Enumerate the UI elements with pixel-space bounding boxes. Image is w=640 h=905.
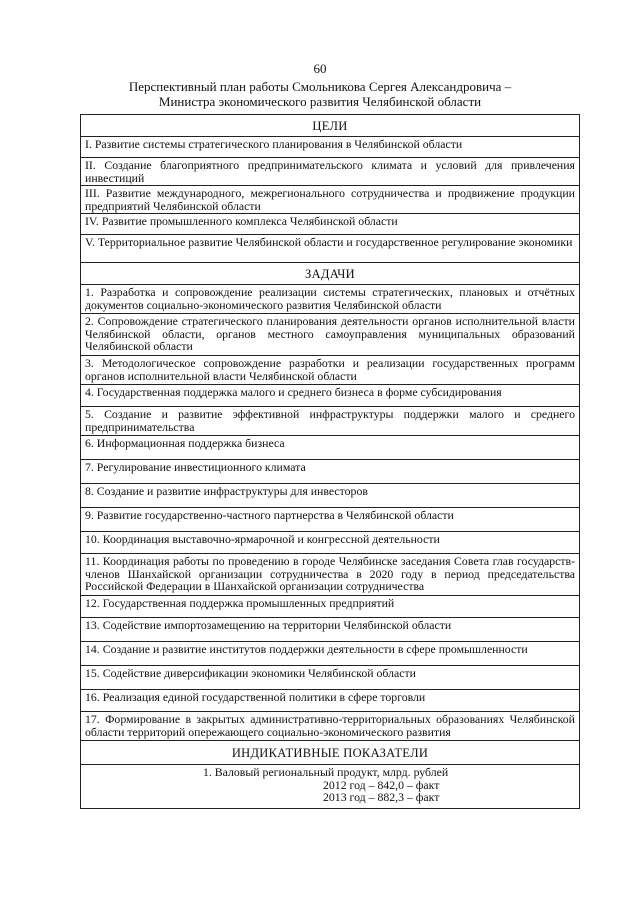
- task-row: 1. Разработка и сопровождение реализации системы стратегических, плановых и отчётных документов социально-экономического развития Челябинской области: [81, 285, 580, 314]
- task-row: 16. Реализация единой государственной политики в сфере торговли: [81, 690, 580, 712]
- title-line-1: Перспективный план работы Смольникова Сергея Александровича –: [128, 79, 512, 94]
- goals-header: ЦЕЛИ: [81, 115, 580, 137]
- plan-table: [80, 114, 580, 809]
- indicator-value: 2012 год – 842,0 – факт: [323, 777, 440, 792]
- page-number: 60: [313, 61, 327, 76]
- task-row: 2. Сопровождение стратегического планирования деятельности органов исполнительной власти Челябинской области, органов местного самоуправления муниципальных образований Челябинской области: [81, 314, 580, 356]
- task-row: 5. Создание и развитие эффективной инфраструктуры поддержки малого и среднего предпринимательства: [81, 407, 580, 436]
- title-line-2: Министра экономического развития Челябинской области: [158, 94, 482, 109]
- task-row: 11. Координация работы по проведению в городе Челябинске заседания Совета глав государств-членов Шанхайской организации сотрудничества в 2020 году в период председательства Российской Федерации в Шанхайской организации сотрудничества: [81, 554, 580, 596]
- indicator-value: 2013 год – 882,3 – факт: [323, 790, 440, 805]
- task-row: 3. Методологическое сопровождение разработки и реализации государственных программ органов исполнительной власти Челябинской области: [81, 356, 580, 385]
- task-row: 6. Информационная поддержка бизнеса: [81, 436, 580, 460]
- task-row: 14. Создание и развитие институтов поддержки деятельности в сфере промышленности: [81, 642, 580, 666]
- goal-row: IV. Развитие промышленного комплекса Челябинской области: [81, 214, 580, 235]
- task-row: 10. Координация выставочно-ярмарочной и конгрессной деятельности: [81, 532, 580, 554]
- indicators-header: ИНДИКАТИВНЫЕ ПОКАЗАТЕЛИ: [81, 741, 580, 765]
- task-row: 8. Создание и развитие инфраструктуры для инвесторов: [81, 484, 580, 508]
- indicator-row: [81, 765, 580, 809]
- task-row: 15. Содействие диверсификации экономики Челябинской области: [81, 666, 580, 690]
- task-row: 9. Развитие государственно-частного партнерства в Челябинской области: [81, 508, 580, 532]
- indicator-title: 1. Валовый региональный продукт, млрд. рублей: [203, 765, 449, 779]
- goal-row: V. Территориальное развитие Челябинской области и государственное регулирование экономики: [81, 235, 580, 263]
- task-row: 4. Государственная поддержка малого и среднего бизнеса в форме субсидирования: [81, 385, 580, 407]
- goal-row: I. Развитие системы стратегического планирования в Челябинской области: [81, 137, 580, 158]
- task-row: 13. Содействие импортозамещению на территории Челябинской области: [81, 618, 580, 642]
- task-row: 12. Государственная поддержка промышленных предприятий: [81, 596, 580, 618]
- task-row: 17. Формирование в закрытых административно-территориальных образованиях Челябинской области территорий опережающего социально-экономического развития: [81, 712, 580, 741]
- goal-row: III. Развитие международного, межрегионального сотрудничества и продвижение продукции предприятий Челябинской области: [81, 186, 580, 214]
- tasks-header: ЗАДАЧИ: [81, 263, 580, 285]
- document-title: [0, 79, 640, 109]
- task-row: 7. Регулирование инвестиционного климата: [81, 460, 580, 484]
- goal-row: II. Создание благоприятного предпринимательского климата и условий для привлечения инвестиций: [81, 158, 580, 186]
